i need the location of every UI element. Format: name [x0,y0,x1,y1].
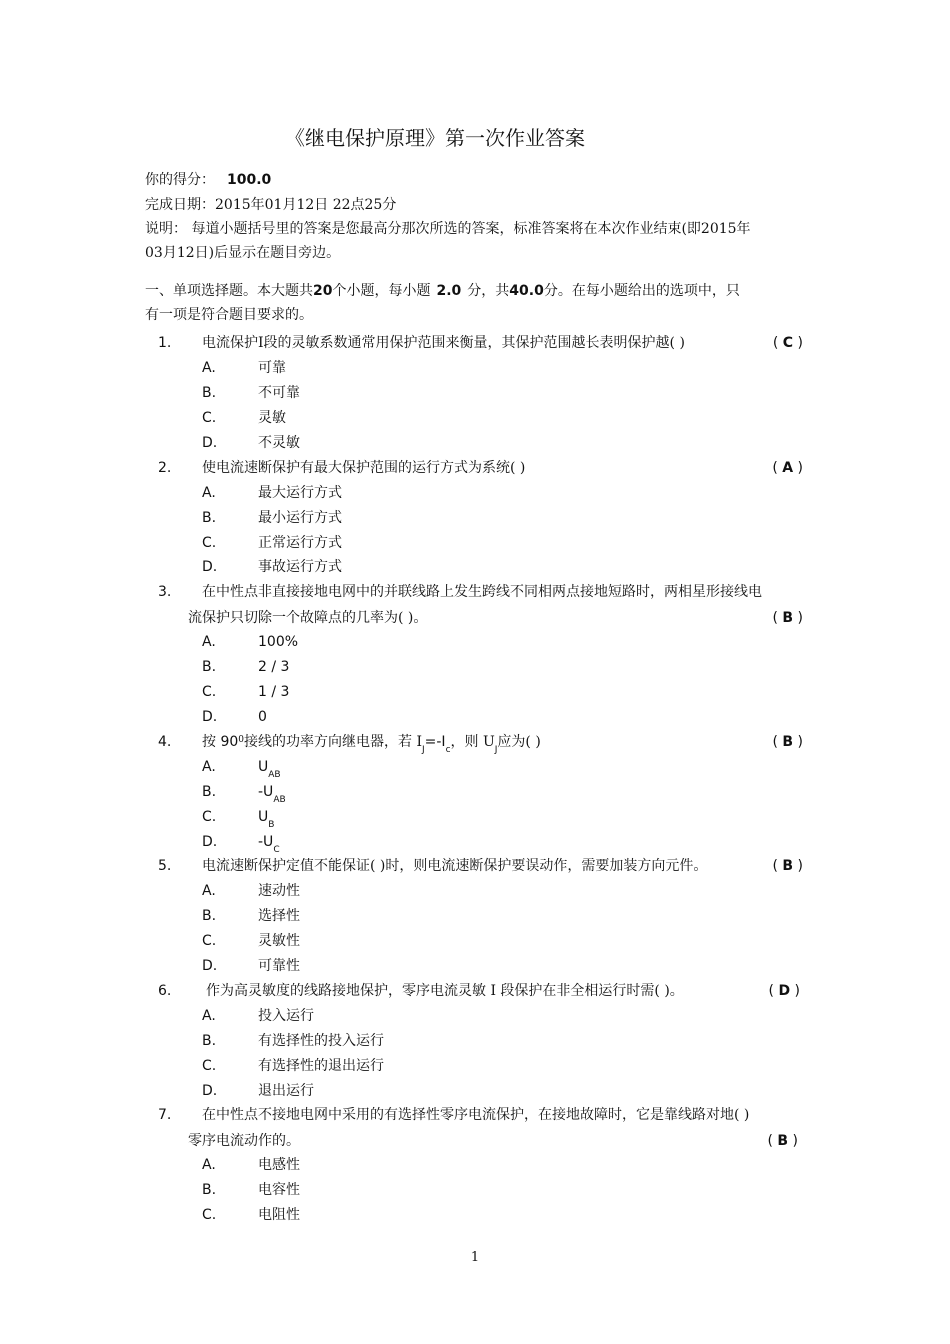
option-label: B. [202,908,217,924]
option-label: A. [202,759,216,775]
option-label: A. [202,1157,216,1173]
question-stem: 按 $90^0$接线的功率方向继电器，若 $I_J=-I_c$，则 $U_J$应为( ) [202,734,541,755]
option-label: D. [202,958,218,974]
option-label: B. [202,510,217,526]
score-value: 100.0 [227,172,272,188]
option-label: A. [202,883,216,899]
page-number: 1 [470,1250,480,1265]
option-text: 退出运行 [258,1083,314,1099]
option-text: 1 / 3 [258,684,290,700]
option-label: D. [202,435,218,451]
section-text-d: 分。在每小题给出的选项中，只 [543,283,740,299]
option-label: C. [202,684,217,700]
section-text-b: 个小题，每小题 [332,283,431,299]
option-label: C. [202,1207,217,1223]
option-text: 有选择性的退出运行 [258,1058,384,1074]
option-text: $U_B$ [258,809,275,830]
question-number: 5. [158,858,172,874]
option-text: $-U_{AB}$ [258,784,286,805]
option-text: 速动性 [258,883,300,899]
option-label: D. [202,709,218,725]
option-text: 选择性 [258,908,300,924]
section-count: 20 [313,283,333,299]
answer-badge: ( C ) [772,335,803,351]
answer-badge: ( B ) [772,734,803,750]
question-number: 6. [158,983,172,999]
option-label: A. [202,360,216,376]
date-label: 完成日期： [145,197,215,213]
option-label: D. [202,559,218,575]
question-stem: 使电流速断保护有最大保护范围的运行方式为系统( ) [202,460,526,476]
option-text: 最小运行方式 [258,510,342,526]
option-text: 投入运行 [258,1008,314,1024]
option-label: A. [202,634,216,650]
option-label: C. [202,809,217,825]
option-label: A. [202,1008,216,1024]
answer-badge: ( B ) [767,1133,798,1149]
section-heading-line-2: 有一项是符合题目要求的。 [145,307,313,323]
question-stem-line-2: 零序电流动作的。 [188,1133,300,1149]
option-text: 有选择性的投入运行 [258,1033,384,1049]
option-text: 不可靠 [258,385,300,401]
option-text: 最大运行方式 [258,485,342,501]
option-text: 2 / 3 [258,659,290,675]
question-stem: 作为高灵敏度的线路接地保护，零序电流灵敏 I 段保护在非全相运行时需( )。 [206,983,684,999]
question-stem: 电流速断保护定值不能保证( )时，则电流速断保护要误动作，需要加装方向元件。 [202,858,708,874]
note-line-1: 说明： 每道小题括号里的答案是您最高分那次所选的答案，标准答案将在本次作业结束(即2015年 [145,221,751,237]
option-label: D. [202,834,218,850]
section-points: 2.0 [436,283,462,299]
option-label: B. [202,1182,217,1198]
section-text-a: 一、单项选择题。本大题共 [145,283,313,299]
option-label: B. [202,1033,217,1049]
option-text: 电感性 [258,1157,300,1173]
answer-badge: ( A ) [772,460,803,476]
date-line [145,195,396,215]
option-label: C. [202,535,217,551]
option-label: C. [202,933,217,949]
option-text: 不灵敏 [258,435,300,451]
option-text: 电容性 [258,1182,300,1198]
option-label: B. [202,385,217,401]
option-text: 100% [258,634,299,650]
option-label: B. [202,659,217,675]
date-value: 2015年01月12日 22点25分 [215,197,397,213]
question-number: 3. [158,584,172,600]
section-text-c: 分，共 [467,283,510,299]
option-text: 可靠性 [258,958,300,974]
question-stem-line-1: 在中性点不接地电网中采用的有选择性零序电流保护，在接地故障时，它是靠线路对地( ) [202,1107,750,1123]
note-line-2: 03月12日)后显示在题目旁边。 [145,245,341,261]
option-label: C. [202,410,217,426]
answer-badge: ( B ) [772,610,803,626]
question-stem: 电流保护Ⅰ段的灵敏系数通常用保护范围来衡量，其保护范围越长表明保护越( ) [202,335,685,351]
option-label: A. [202,485,216,501]
answer-badge: ( D ) [768,983,800,999]
question-stem-line-1: 在中性点非直接接地电网中的并联线路上发生跨线不同相两点接地短路时，两相星形接线电 [202,584,762,600]
score-label: 你的得分： [145,172,215,188]
document-title: 《继电保护原理》第一次作业答案 [285,126,585,150]
question-stem-line-2: 流保护只切除一个故障点的几率为( )。 [188,610,428,626]
answer-badge: ( B ) [772,858,803,874]
option-text: $U_{AB}$ [258,759,281,780]
section-total: 40.0 [509,283,544,299]
section-heading [145,281,740,301]
question-number: 2. [158,460,172,476]
option-text: 电阻性 [258,1207,300,1223]
option-text: 0 [258,709,267,725]
option-text: $-U_C$ [258,834,280,855]
question-number: 1. [158,335,172,351]
score-line [145,170,271,190]
option-label: D. [202,1083,218,1099]
option-text: 事故运行方式 [258,559,342,575]
option-text: 正常运行方式 [258,535,342,551]
option-text: 灵敏性 [258,933,300,949]
option-text: 灵敏 [258,410,286,426]
question-number: 4. [158,734,172,750]
option-label: C. [202,1058,217,1074]
option-label: B. [202,784,217,800]
option-text: 可靠 [258,360,286,376]
question-number: 7. [158,1107,172,1123]
